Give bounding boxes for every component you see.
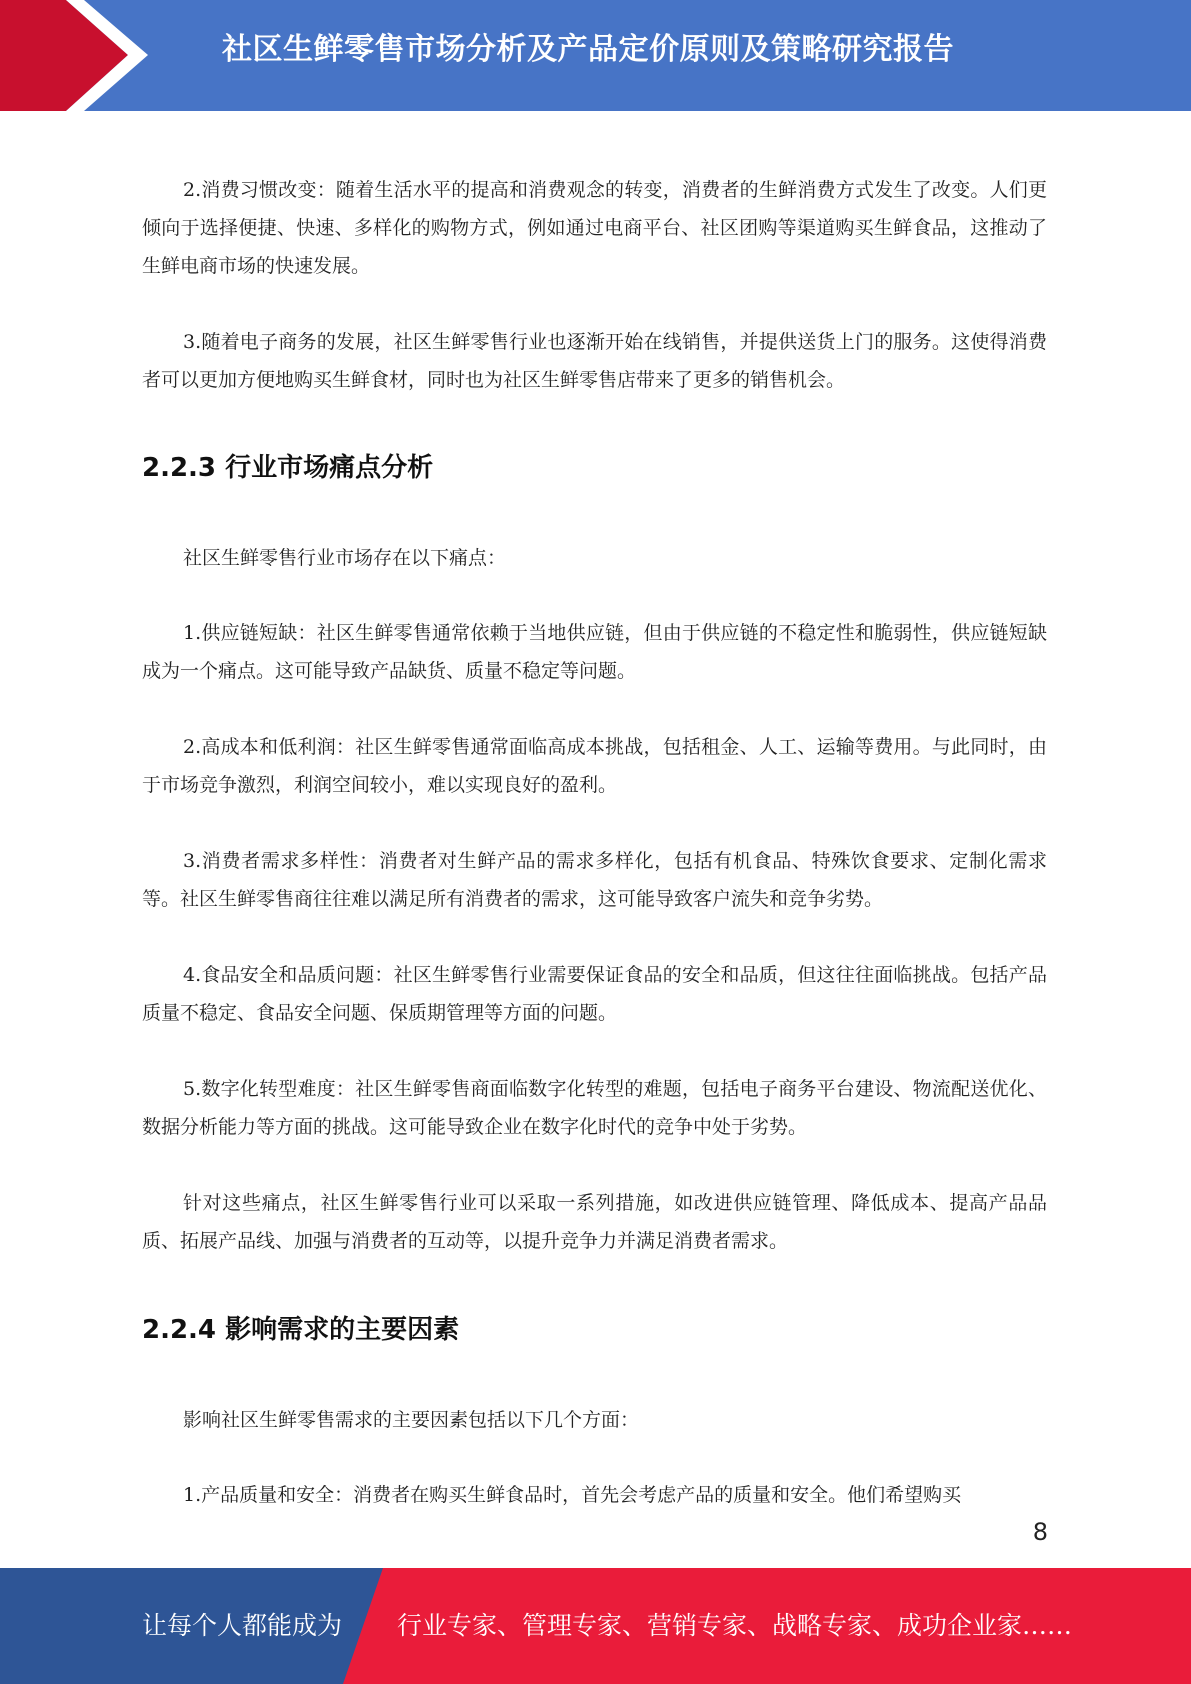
paragraph-demand-factors-intro: 影响社区生鲜零售需求的主要因素包括以下几个方面： (183, 1409, 640, 1431)
section-heading-2-2-3: 2.2.3 行业市场痛点分析 (142, 453, 434, 483)
paragraph-digital-transformation: 5.数字化转型难度：社区生鲜零售商面临数字化转型的难题，包括电子商务平台建设、物流配送优化、数据分析能力等方面的挑战。这可能导致企业在数字化时代的竞争中处于劣势。 (142, 1078, 1047, 1138)
paragraph-consumer-diversity: 3.消费者需求多样性：消费者对生鲜产品的需求多样化，包括有机食品、特殊饮食要求、定制化需求等。社区生鲜零售商往往难以满足所有消费者的需求，这可能导致客户流失和竞争劣势。 (142, 850, 1047, 910)
paragraph-product-quality: 1.产品质量和安全：消费者在购买生鲜食品时，首先会考虑产品的质量和安全。他们希望购买 (183, 1484, 962, 1506)
page-header (0, 0, 1191, 111)
section-heading-2-2-4: 2.2.4 影响需求的主要因素 (142, 1315, 460, 1345)
paragraph-consumption-habits: 2.消费习惯改变：随着生活水平的提高和消费观念的转变，消费者的生鲜消费方式发生了改变。人们更倾向于选择便捷、快速、多样化的购物方式，例如通过电商平台、社区团购等渠道购买生鲜食品，这推动了生鲜电商市场的快速发展。 (142, 179, 1047, 277)
footer-slogan-left: 让每个人都能成为 (142, 1611, 343, 1640)
report-title: 社区生鲜零售市场分析及产品定价原则及策略研究报告 (222, 32, 954, 67)
paragraph-high-cost: 2.高成本和低利润：社区生鲜零售通常面临高成本挑战，包括租金、人工、运输等费用。与此同时，由于市场竞争激烈，利润空间较小，难以实现良好的盈利。 (142, 736, 1047, 796)
paragraph-supply-chain: 1.供应链短缺：社区生鲜零售通常依赖于当地供应链，但由于供应链的不稳定性和脆弱性，供应链短缺成为一个痛点。这可能导致产品缺货、质量不稳定等问题。 (142, 622, 1047, 682)
paragraph-pain-points-intro: 社区生鲜零售行业市场存在以下痛点： (183, 547, 507, 569)
paragraph-food-safety: 4.食品安全和品质问题：社区生鲜零售行业需要保证食品的安全和品质，但这往往面临挑战。包括产品质量不稳定、食品安全问题、保质期管理等方面的问题。 (142, 964, 1047, 1024)
paragraph-measures: 针对这些痛点，社区生鲜零售行业可以采取一系列措施，如改进供应链管理、降低成本、提高产品品质、拓展产品线、加强与消费者的互动等，以提升竞争力并满足消费者需求。 (142, 1192, 1047, 1252)
footer-slogan-right: 行业专家、管理专家、营销专家、战略专家、成功企业家…… (397, 1611, 1073, 1640)
paragraph-ecommerce: 3.随着电子商务的发展，社区生鲜零售行业也逐渐开始在线销售，并提供送货上门的服务。这使得消费者可以更加方便地购买生鲜食材，同时也为社区生鲜零售店带来了更多的销售机会。 (142, 331, 1047, 391)
page-footer (0, 1568, 1191, 1684)
page-number: 8 (1032, 1518, 1048, 1546)
